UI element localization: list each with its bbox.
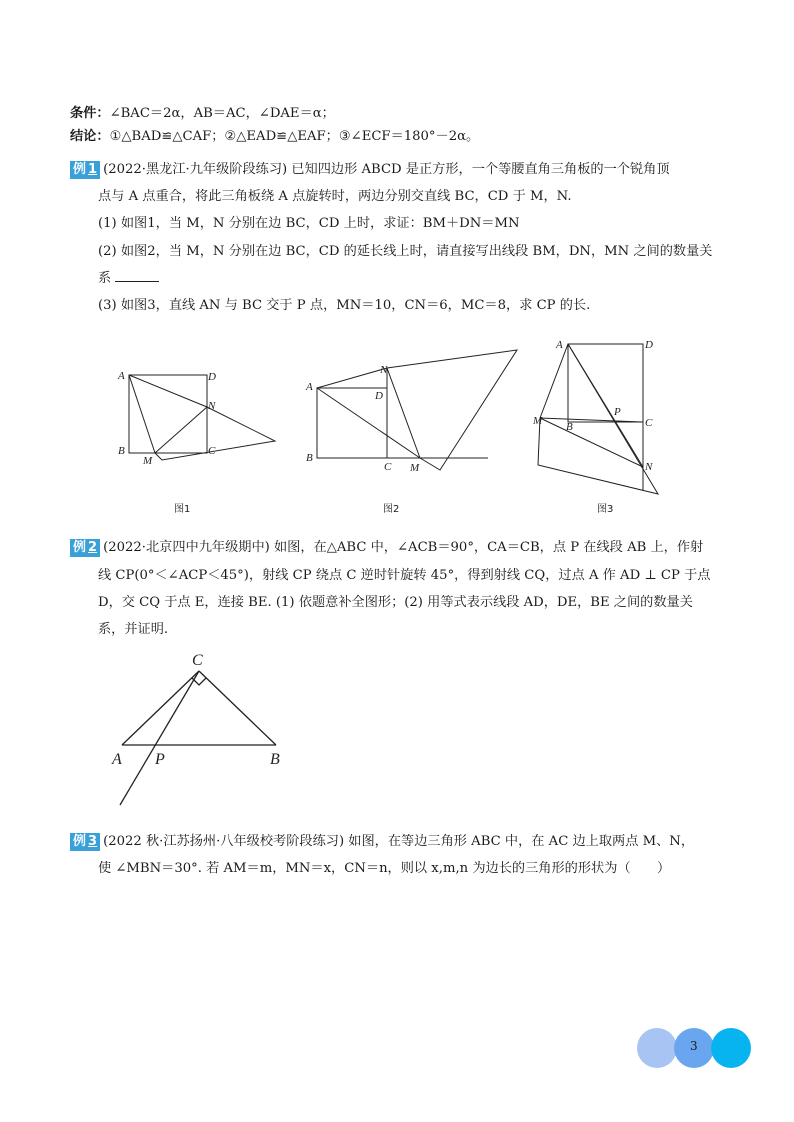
example2-text1: (2022·北京四中九年级期中) 如图，在△ABC 中，∠ACB＝90°，CA＝CB，点 P 在线段 AB 上，作射 (103, 540, 704, 555)
fig1-label-b: B (118, 445, 125, 457)
fig1-line-an (129, 375, 207, 407)
fig2-label-m: M (410, 462, 420, 474)
example1-q1: (1) 如图1，当 M，N 分别在边 BC，CD 上时，求证：BM＋DN＝MN (98, 216, 520, 231)
example2-line2: 线 CP(0°＜∠ACP＜45°)，射线 CP 绕点 C 逆时针旋转 45°，得到射线 CQ，过点 A 作 AD ⊥ CP 于点 (98, 568, 711, 583)
example2-line3: D，交 CQ 于点 E，连接 BE. (1) 依题意补全图形；(2) 用等式表示线段 AD，DE，BE 之间的数量关 (98, 595, 693, 610)
fig2-line-am (317, 388, 420, 458)
ex2-ray-cp (120, 671, 199, 805)
example3-text1: (2022 秋·江苏扬州·八年级校考阶段练习) 如图，在等边三角形 ABC 中，在 AC 边上取两点 M、N， (103, 834, 695, 849)
condition-label: 条件： (70, 106, 110, 121)
fig2-label-n: N (380, 364, 388, 376)
conclusion-line (70, 127, 479, 147)
fig1-label-n: N (208, 400, 216, 412)
fig3-line-am (540, 344, 568, 418)
fig2-label-d: D (375, 390, 383, 402)
fig2-line-nm (387, 368, 420, 458)
fig2-label-b: B (306, 452, 313, 464)
fig3-label-a: A (556, 339, 563, 351)
fig3-label-c: C (645, 417, 653, 429)
fig3-label-d: D (645, 339, 653, 351)
fig2-line-an (317, 368, 387, 388)
example3-line2: 使 ∠MBN＝30°. 若 AM＝m，MN＝x，CN＝n，则以 x,m,n 为边长的三角形的形状为（ ） (98, 861, 671, 876)
fig1-line-am (129, 375, 155, 453)
ex2-label-b: B (270, 751, 280, 768)
example2-line4: 系，并证明. (98, 622, 169, 637)
page-circle-left (637, 1028, 677, 1068)
page-circle-right (711, 1028, 751, 1068)
example1-tag: 例 1 (70, 161, 100, 179)
fig3-square (568, 344, 643, 422)
fig3-caption: 图3 (597, 504, 614, 515)
ex2-label-c: C (192, 652, 203, 669)
fig1-label-c: C (208, 445, 216, 457)
conclusion-text: ①△BAD≌△CAF；②△EAD≌△EAF；③∠ECF＝180°－2α。 (109, 129, 480, 144)
fig2-label-a: A (306, 381, 313, 393)
example1-line1 (70, 160, 670, 180)
example1-q2b: 系 (98, 269, 159, 289)
fig1-caption: 图1 (174, 504, 191, 515)
figure-2 (300, 340, 525, 480)
fig3-label-p: P (614, 406, 621, 418)
example1-q2a: (2) 如图2，当 M，N 分别在边 BC，CD 的延长线上时，请直接写出线段 BM，DN，MN 之间的数量关 (98, 244, 713, 259)
fig2-caption: 图2 (383, 504, 400, 515)
condition-text: ∠BAC＝2α，AB＝AC，∠DAE＝α； (109, 106, 335, 121)
example2-tag: 例 2 (70, 539, 100, 557)
example2-figure (100, 645, 300, 810)
fig1-label-a: A (118, 370, 125, 382)
fig3-line-bc (540, 418, 643, 422)
ex2-line-cb (199, 671, 276, 745)
figure-1 (110, 360, 290, 470)
fig3-label-n: N (645, 461, 653, 473)
example1-text1: (2022·黑龙江·九年级阶段练习) 已知四边形 ABCD 是正方形，一个等腰直角三角板的一个锐角顶 (103, 162, 670, 177)
fig1-line-mn (155, 407, 207, 453)
conclusion-label: 结论： (70, 129, 110, 144)
ex2-label-a: A (112, 751, 122, 768)
ex2-label-p: P (155, 751, 165, 768)
fig3-label-b: B (566, 421, 573, 433)
fig2-triangle (387, 350, 517, 470)
fig3-label-m: M (533, 415, 543, 427)
fig1-label-m: M (143, 455, 153, 467)
ex2-line-ac (122, 671, 199, 745)
fig1-label-d: D (208, 371, 216, 383)
page-number: 3 (690, 1039, 698, 1053)
condition-line (70, 104, 335, 124)
figure-3 (528, 330, 668, 502)
example1-q3: (3) 如图3，直线 AN 与 BC 交于 P 点，MN＝10，CN＝6，MC＝8，求 CP 的长. (98, 298, 591, 313)
fig2-label-c: C (384, 461, 392, 473)
example1-line2: 点与 A 点重合，将此三角板绕 A 点旋转时，两边分别交直线 BC，CD 于 M，N. (98, 189, 572, 204)
example3-line1 (70, 832, 694, 852)
example3-tag: 例 3 (70, 833, 100, 851)
example2-line1 (70, 538, 703, 558)
answer-blank (115, 269, 159, 282)
